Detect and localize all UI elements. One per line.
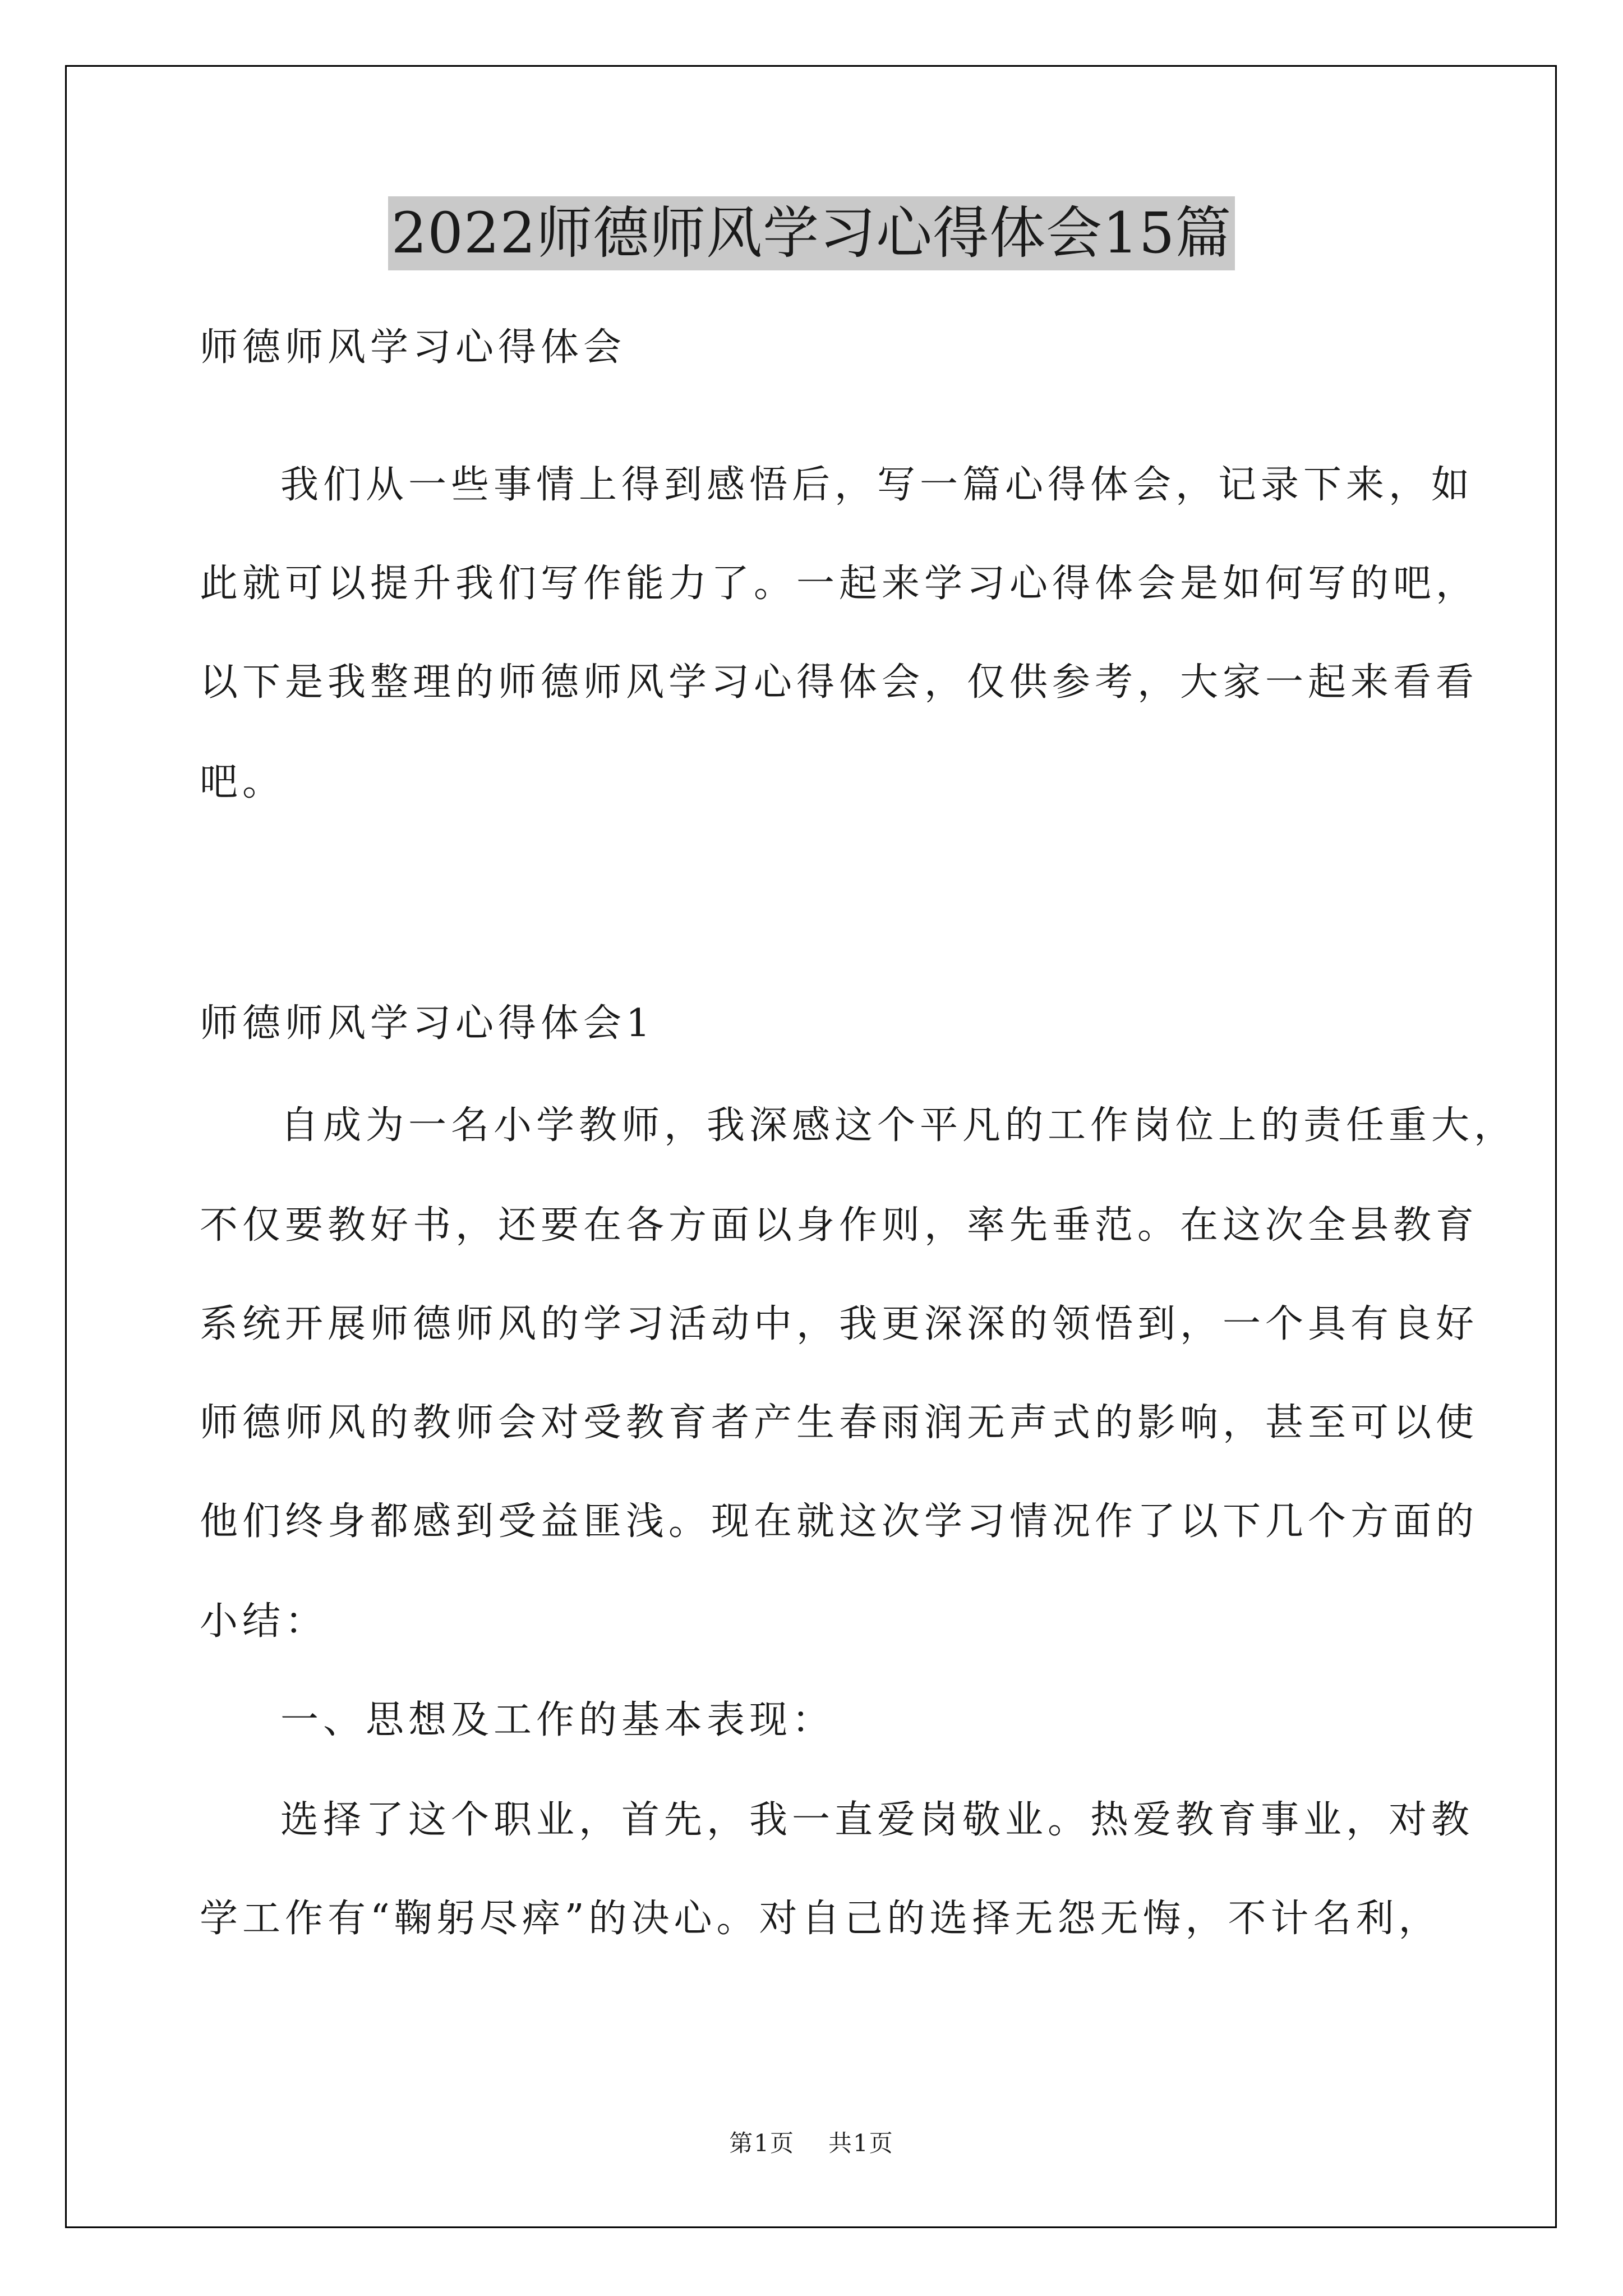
page-number: 第1页: [729, 2129, 795, 2157]
page-total: 共1页: [828, 2129, 894, 2157]
body-line: 此就可以提升我们写作能力了。一起来学习心得体会是如何写的吧，: [200, 562, 1479, 606]
body-line: 他们终身都感到受益匪浅。现在就这次学习情况作了以下几个方面的: [200, 1499, 1479, 1544]
body-line: 自成为一名小学教师，我深感这个平凡的工作岗位上的责任重大，: [280, 1103, 1517, 1148]
section-heading: 师德师风学习心得体会1: [200, 1001, 655, 1046]
body-line: 以下是我整理的师德师风学习心得体会，仅供参考，大家一起来看看: [200, 660, 1479, 705]
body-line: 师德师风的教师会对受教育者产生春雨润无声式的影响，甚至可以使: [200, 1401, 1479, 1445]
section-heading: 师德师风学习心得体会: [200, 325, 626, 370]
body-line: 吧。: [200, 760, 285, 804]
body-line: 小结：: [200, 1599, 328, 1644]
document-title: 2022师德师风学习心得体会15篇: [388, 196, 1235, 270]
title-container: [0, 196, 1623, 270]
body-line: 选择了这个职业，首先，我一直爱岗敬业。热爱教育事业，对教: [280, 1798, 1474, 1842]
page-footer: [0, 2128, 1623, 2159]
body-line: 我们从一些事情上得到感悟后，写一篇心得体会，记录下来，如: [280, 463, 1474, 507]
body-line: 系统开展师德师风的学习活动中，我更深深的领悟到，一个具有良好: [200, 1302, 1479, 1346]
body-line: 学工作有“鞠躬尽瘁”的决心。对自己的选择无怨无悔，不计名利，: [200, 1897, 1441, 1941]
body-line: 不仅要教好书，还要在各方面以身作则，率先垂范。在这次全县教育: [200, 1203, 1479, 1248]
list-heading: 一、思想及工作的基本表现：: [280, 1698, 835, 1742]
